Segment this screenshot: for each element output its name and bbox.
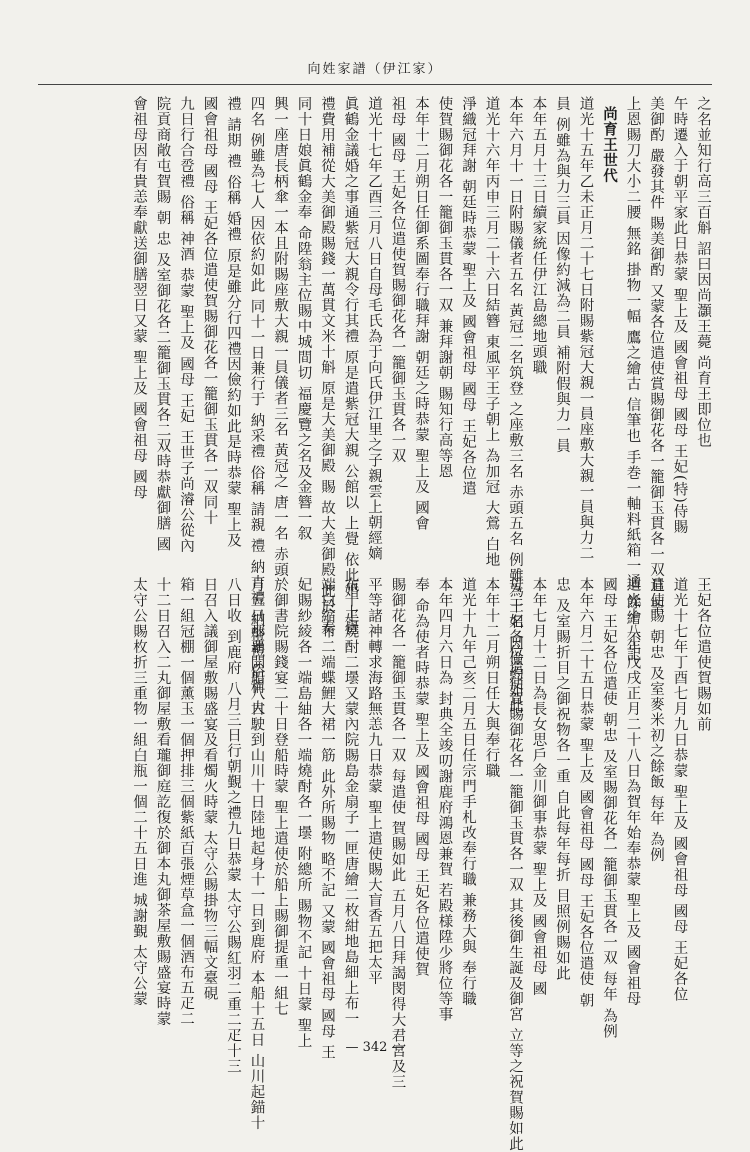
text-column: 於御書院賜錢宴二十日登船時蒙 聖上遣使於船上賜御提重一組七 (272, 577, 288, 1017)
text-column: 道光十五年乙未正月二十七日附賜紫冠大親一員座敷大親一員與力二 (577, 96, 594, 561)
text-column: 國會祖母 國母 王妃各位遣使賀賜御花各一籠御玉貫各一双同十 (201, 96, 218, 526)
text-column: 布十疋燒酎二壜又蒙內院賜島金扇子一匣唐繪二枚紺地島細上布一 (342, 577, 359, 1027)
text-column: 道光十七年乙酉三月八日自母毛氏為于向氏伊江里之子親雲上朝經嫡 (366, 96, 382, 561)
text-column: 國母 王妃各位遣使 朝忠 及室賜御花各一籠御玉貫各一双 每年 為例 (601, 577, 617, 1040)
text-column: 本年十二月朔日任大與奉行職 (483, 577, 500, 779)
text-column: 本年五月十三日續家統任伊江島總地頭職 (530, 96, 547, 375)
text-column: 月五日那覇開船八日駛到山川十日陸地起身十一日到鹿府 本船十五日 山川起錨十 (248, 577, 265, 1131)
text-column: 王妃各位遣使賀賜如前 (695, 577, 711, 732)
running-header: 向姓家譜（伊江家） (307, 62, 443, 77)
text-column: 十二日召入二丸御屋敷看瓏御庭訖復於御本丸御茶屋敷賜盛宴時蒙 (154, 577, 171, 1027)
text-column: 之名並知行高三百斛 詔曰因尚灝王薨 尚育王即位也 (695, 96, 711, 449)
text-column: 端白縮布二端蝶鯉大裙一筋 此外所賜物 略不記 又蒙 國會祖母 國母 王 (319, 577, 335, 1061)
text-column: 午時遷入于朝平家此日恭蒙 聖上及 國會祖母 國母 王妃(特)侍賜 (671, 96, 688, 535)
text-column: 美御酌 嚴發其件 賜美御酌 又蒙各位遣使賞賜御花各一籠御玉貫各一双且 聖 (648, 96, 664, 615)
text-column: 日召入議御屋敷賜盛宴及看燭火時蒙 太守公賜掛物三幅文臺硯 (201, 577, 218, 1002)
text-column: 本年七月十二日為長女思戶金川御事恭蒙 聖上及 國會祖母 國 (530, 577, 547, 997)
text-column: 八日收 到鹿府 八月三日行朝覲之禮九日恭蒙 太守公賜紅羽二重二疋十三 (225, 577, 241, 1075)
text-column: 使賀賜御花各一籠御玉貫各一双 兼拜謝朝 賜知行高等恩 (436, 96, 453, 480)
text-column: 同十日娘眞鶴金奉 命陞翁主位賜中城間切 福慶覽之名及金簪一叙 (295, 96, 312, 542)
text-column: 禮 請期 禮 俗稱 婚禮 原是雖分行四禮因儉約如此是時恭蒙 聖上及 (225, 96, 241, 549)
text-column: 員 例雖為與力三員 因像約減為二員 補附假與力一員 (554, 96, 570, 454)
text-column: 本年十二月朔日任御系圖奉行職拜謝 朝廷之時恭蒙 聖上及 國會 (413, 96, 429, 532)
text-column: 奉 命為使者時恭蒙 聖上及 國會祖母 國母 王妃各位遣使賀 (413, 577, 429, 978)
text-column: 太守公賜枚折三重物一組白瓶一個二十五日進 城謝覲 太守公蒙 (131, 577, 147, 1007)
text-column: 會祖母因有貴恙奉獻送御膳翌日又蒙 聖上及 國會祖母 國母 (131, 96, 147, 501)
header-rule (38, 84, 712, 85)
text-column: 妃賜紗綾各一端島紬各一端燒酎各一壜 附總所 賜物不記 十日蒙 聖上 (295, 577, 312, 1049)
page-number: — 342 — (345, 1040, 405, 1055)
text-column: 箱一組冠棚一個薰玉一個押排三個紫紙百張煙草盒一個酒布五疋二 (178, 577, 194, 1027)
text-column: 遣使賜 朝忠 及室麥米初之餘飯 每年 為例 (648, 577, 664, 863)
text-column: 道光十八年戊戌正月二十八日為賀年始奉恭蒙 聖上及 國會祖母 (624, 577, 641, 1007)
text-column: 道光十七年丁酉七月九日恭蒙 聖上及 國會祖母 國母 王妃各位 (671, 577, 688, 1003)
text-column: 淨織冠拜謝 朝廷時恭蒙 聖上及 國會祖母 國母 王妃各位遣 (460, 96, 476, 497)
text-column: 興一座唐長柄傘一本且附賜座敷大親一員儀者三名 黃冠之 唐一名 赤頭 (272, 96, 288, 578)
text-column: 九日行合卺禮 俗稱 神酒 恭蒙 聖上及 國母 王妃 王世子尚濬公從內 (178, 96, 194, 554)
text-column: 本年六月十一日附賜儀者五名 黃冠二名筑登 之座敷三名 赤頭五名 例雖為十名 因儉約如此 (507, 96, 523, 714)
text-column: 母 王妃各位遣使賀賜御花各一籠御玉貫各一双 其後御生誕及御宮 立等之祝賀賜如此 (507, 577, 523, 1152)
text-column: 本年六月二十五日恭蒙 聖上及 國會祖母 國母 王妃各位遣使 朝 (577, 577, 594, 1009)
text-column: 四名 例雖為七人 因依約如此 同十一日兼行于 納采禮 俗稱 請親 禮 納吉禮 納幣禮 俗稱 大 (248, 96, 265, 716)
text-column: 眞鶴金議婚之事通紫冠大親令行其禮 原是遣紫冠大親 公館以 上覺 依此婚 上覺 (342, 96, 359, 636)
text-column: 道光十九年己亥二月五日任宗門手札改奉行職 兼務大與 奉行職 (460, 577, 476, 1007)
text-column: 尚育王世代 (601, 106, 618, 184)
text-column: 上恩賜刀大小二腰 無銘 掛物一幅 鷹之繪古 信筆也 手巻一軸料紙箱一通 餘繪 不記 (624, 96, 641, 663)
text-column: 本年四月六日為 封典全竣叨謝鹿府鴻恩兼賀 若殿様陞少將位等事 (436, 577, 453, 1023)
text-column: 院貢商敞屯賀賜 朝 忠 及室御花各二籠御玉貫各二双時恭獻御膳 國 (154, 96, 171, 553)
text-column: 平等諸神轉求海路無恙九日恭蒙 聖上遣使賜大盲香五把太平 (366, 577, 382, 986)
text-column: 賜御花各一籠御玉貫各一双 每遣使 賀賜如此 五月八日拜謁閔得大君宮及三 (389, 577, 406, 1090)
text-column: 忠 及室賜折目之御祝物各一重 自此每年每折 目照例賜如此 (554, 577, 570, 982)
text-column: 道光十六年丙申三月二十六日結簪 東風平王子朝上 為加冠 大鶯 白地 (483, 96, 500, 568)
text-column: 祖母 國母 王妃各位遣使賀賜御花各一籠御玉貫各一双 (389, 96, 406, 464)
text-column: 禮費用補從大美御殿賜錢一萬貫文米十斛 原是大美御殿 賜 故大美御殿 此於 奏 (319, 96, 335, 636)
